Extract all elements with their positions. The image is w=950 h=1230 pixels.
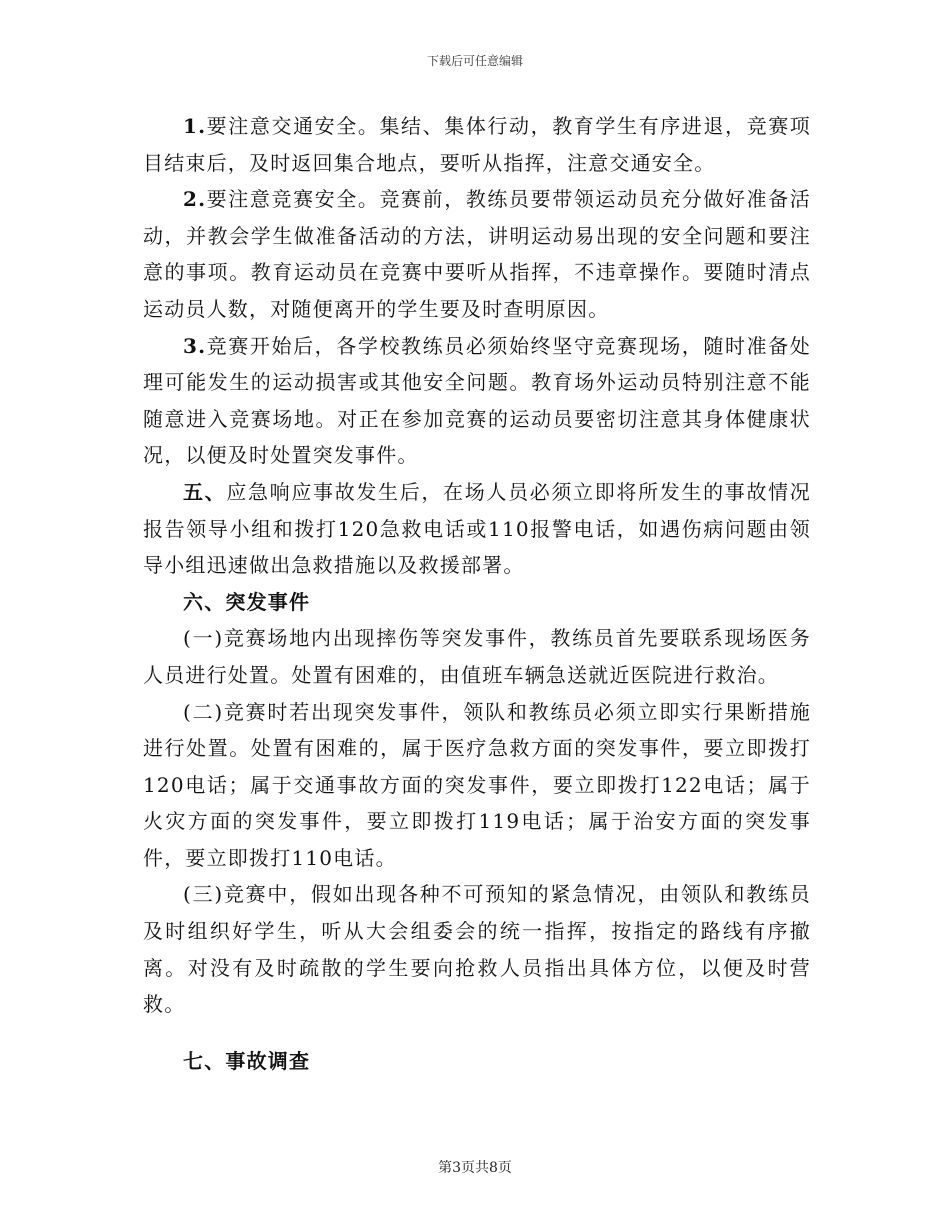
paragraph-traffic-safety <box>143 108 811 181</box>
section-heading-emergencies: 六、突发事件 <box>183 589 311 614</box>
item-number: 1. <box>183 114 207 138</box>
item-number: 2. <box>183 187 207 212</box>
page-footer: 第3页共8页 <box>438 1160 512 1176</box>
paragraph-text: 要注意交通安全。集结、集体行动，教育学生有序进退，竞赛项目结束后，及时返回集合地点，要听从指挥，注意交通安全。 <box>143 114 811 175</box>
section-heading-investigation: 七、事故调查 <box>183 1048 311 1073</box>
paragraph-emergency-calls: (二)竞赛时若出现突发事件，领队和教练员必须立即实行果断措施进行处置。处置有困难的，属于医疗急救方面的突发事件，要立即拨打120电话；属于交通事故方面的突发事件，要立即拨打122电话；属于火灾方面的突发事件，要立即拨打119电话；属于治安方面的突发事件，要立即拨打110电话。 <box>143 699 811 870</box>
page-header: 下载后可任意编辑 <box>426 54 523 68</box>
paragraph-after-start <box>143 328 811 474</box>
paragraph-injury: (一)竞赛场地内出现摔伤等突发事件，教练员首先要联系现场医务人员进行处置。处置有困难的，由值班车辆急送就近医院进行救治。 <box>143 626 811 687</box>
paragraph-evacuation: (三)竞赛中，假如出现各种不可预知的紧急情况，由领队和教练员及时组织好学生，听从大会组委会的统一指挥，按指定的路线有序撤离。对没有及时疏散的学生要向抢救人员指出具体方位，以便及时营救。 <box>143 882 811 1017</box>
paragraph-text: 应急响应事故发生后，在场人员必须立即将所发生的事故情况报告领导小组和拨打120急救电话或110报警电话，如遇伤病问题由领导小组迅速做出急救措施以及救援部署。 <box>143 479 811 578</box>
item-number: 3. <box>183 333 207 358</box>
paragraph-competition-safety <box>143 181 811 327</box>
paragraph-emergency-response <box>143 474 811 584</box>
document-body <box>143 108 811 1079</box>
paragraph-text: 竞赛开始后，各学校教练员必须始终坚守竞赛现场，随时准备处理可能发生的运动损害或其他安全问题。教育场外运动员特别注意不能随意进入竞赛场地。对正在参加竞赛的运动员要密切注意其身体健康状况，以便及时处置突发事件。 <box>143 333 811 468</box>
paragraph-text: 要注意竞赛安全。竞赛前，教练员要带领运动员充分做好准备活动，并教会学生做准备活动的方法，讲明运动易出现的安全问题和要注意的事项。教育运动员在竞赛中要听从指挥，不违章操作。要随时清点运动员人数，对随便离开的学生要及时查明原因。 <box>143 187 811 321</box>
section-number: 五、 <box>183 479 227 504</box>
